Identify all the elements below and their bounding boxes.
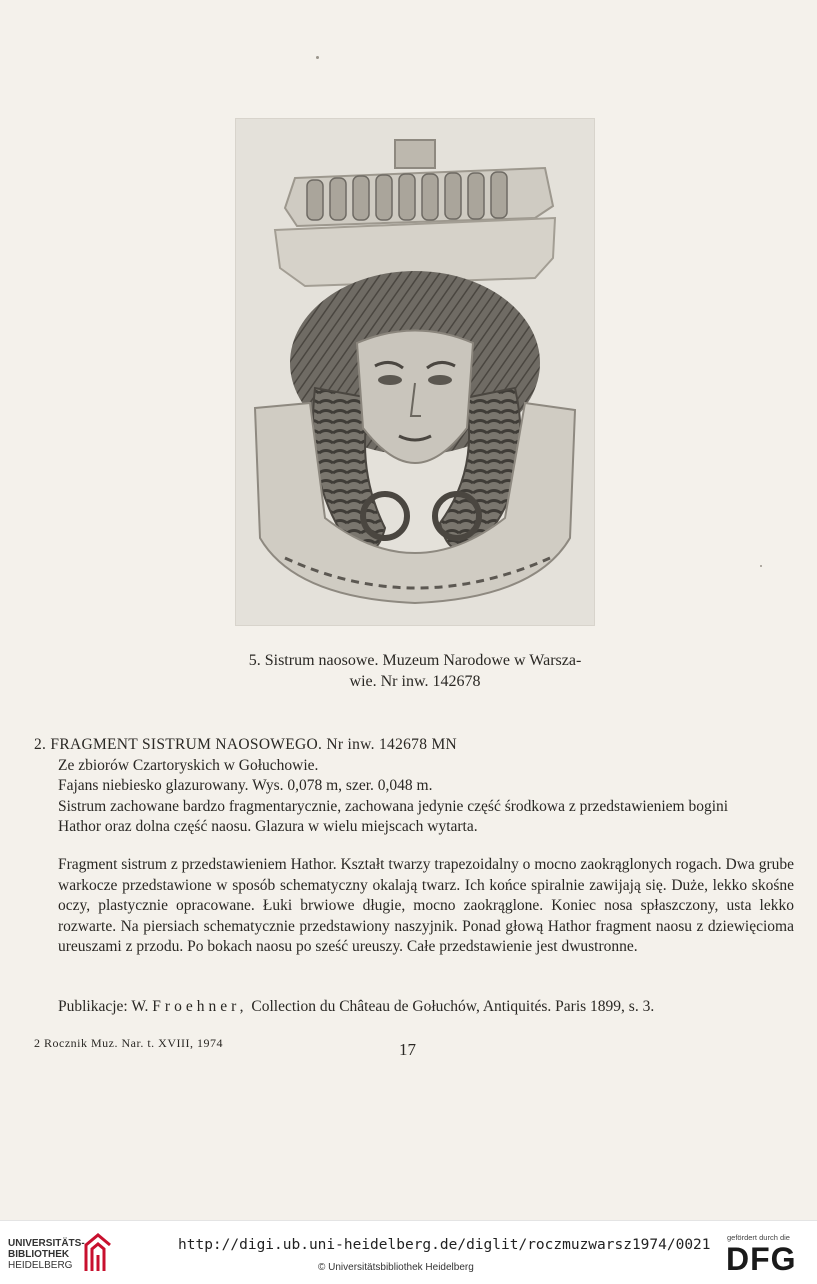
library-line-2: BIBLIOTHEK	[8, 1249, 70, 1260]
entry-condition-line-2: Hathor oraz dolna część naosu. Glazura w wielu miejscach wytarta.	[58, 818, 478, 835]
catalog-entry	[34, 735, 794, 838]
copyright-notice: © Universitätsbibliothek Heidelberg	[318, 1262, 474, 1273]
permalink-url[interactable]: http://digi.ub.uni-heidelberg.de/diglit/roczmuzwarsz1974/0021	[178, 1237, 711, 1253]
entry-provenance: Ze zbiorów Czartoryskich w Gołuchowie.	[58, 756, 319, 774]
dust-speck	[316, 56, 319, 59]
publication-author: Froehner,	[152, 998, 248, 1015]
dust-speck	[760, 565, 762, 567]
digitization-footer	[0, 1220, 817, 1284]
hathor-sistrum-image	[235, 118, 595, 626]
publication-prefix: Publikacje: W.	[58, 998, 149, 1015]
entry-publication	[34, 997, 794, 1018]
sistrum-photograph	[235, 118, 595, 626]
library-line-1: UNIVERSITÄTS-	[8, 1238, 85, 1249]
funding-note: gefördert durch die	[727, 1233, 790, 1242]
entry-material: Fajans niebiesko glazurowany. Wys. 0,078 m, szer. 0,048 m.	[58, 777, 433, 794]
entry-heading: 2. FRAGMENT SISTRUM NAOSOWEGO. Nr inw. 142678 MN	[34, 736, 458, 753]
signature-footnote: 2 Rocznik Muz. Nar. t. XVIII, 1974	[34, 1036, 223, 1050]
library-logo-icon	[82, 1231, 114, 1275]
library-name	[8, 1238, 85, 1271]
entry-condition-line-1: Sistrum zachowane bardzo fragmentarycznie, zachowana jedynie część środkowa z przedstawieniem bogini	[58, 797, 729, 815]
page-number: 17	[399, 1040, 416, 1059]
dfg-logo: DFG	[726, 1241, 797, 1277]
caption-line-1: 5. Sistrum naosowe. Muzeum Narodowe w Warsza-	[248, 652, 582, 669]
figure-caption	[200, 650, 630, 692]
library-line-3: HEIDELBERG	[8, 1260, 73, 1271]
publication-details: Collection du Château de Gołuchów, Antiquités. Paris 1899, s. 3.	[251, 998, 655, 1015]
caption-line-2: wie. Nr inw. 142678	[349, 673, 481, 690]
entry-description: Fragment sistrum z przedstawieniem Hathor. Kształt twarzy trapezoidalny o mocno zaokrąglonych rogach. Dwa grube warkocze przedstawione w sposób schematyczny okalają twarz. Ich końce spiralnie zawijają się. Duże, lekko skośne oczy, plastycznie opracowane. Łuki brwiowe długie, mocno zaokrąglone. Koniec nosa spłaszczony, usta lekko rozwarte. Na piersiach schematycznie przedstawiony naszyjnik. Ponad głową Hathor fragment naosu z dziewięcioma ureuszami z przodu. Po bokach naosu po sześć ureuszy. Całe przedstawienie jest dwustronne.	[58, 856, 794, 955]
